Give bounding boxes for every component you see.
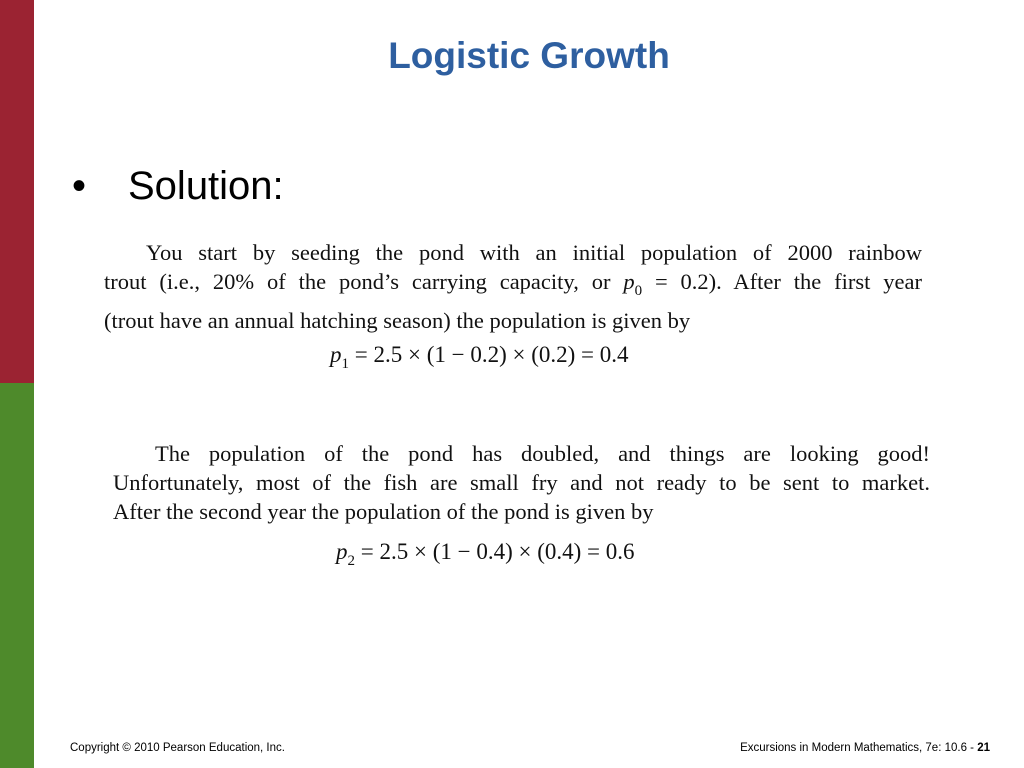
paragraph-1-line-3: (trout have an annual hatching season) the population is given by [104,308,691,333]
bullet-icon: • [72,164,87,208]
footer-book-info [740,742,990,754]
paragraph-2-line-2: Unfortunately, most of the fish are small fry and not ready to be sent to market. [113,470,930,495]
paragraph-1-line-2: trout (i.e., 20% of the pond’s carrying capacity, or $p_0 = 0.2$). After the first year [104,269,922,299]
accent-bar-top [0,0,34,383]
slide-title: Logistic Growth [388,35,670,76]
accent-bar-bottom [0,383,34,768]
footer-copyright: Copyright © 2010 Pearson Education, Inc. [70,742,285,754]
paragraph-1-line-1: You start by seeding the pond with an initial population of 2000 rainbow [146,240,922,265]
equation-1: $p_1 = 2.5 \times (1 - 0.2) \times (0.2) = 0.4$ [330,342,629,372]
page-number: 21 [977,742,990,754]
paragraph-2-line-1: The population of the pond has doubled, and things are looking good! [155,441,930,466]
footer-book-title: Excursions in Modern Mathematics, 7e: 10.6 - [740,742,978,754]
bullet-point [72,162,284,210]
paragraph-2-line-3: After the second year the population of the pond is given by [113,499,654,524]
paragraph-2 [113,439,930,526]
bullet-text: Solution: [128,164,284,208]
equation-2: $p_2 = 2.5 \times (1 - 0.4) \times (0.4) = 0.6$ [336,539,635,569]
paragraph-1 [104,238,922,335]
